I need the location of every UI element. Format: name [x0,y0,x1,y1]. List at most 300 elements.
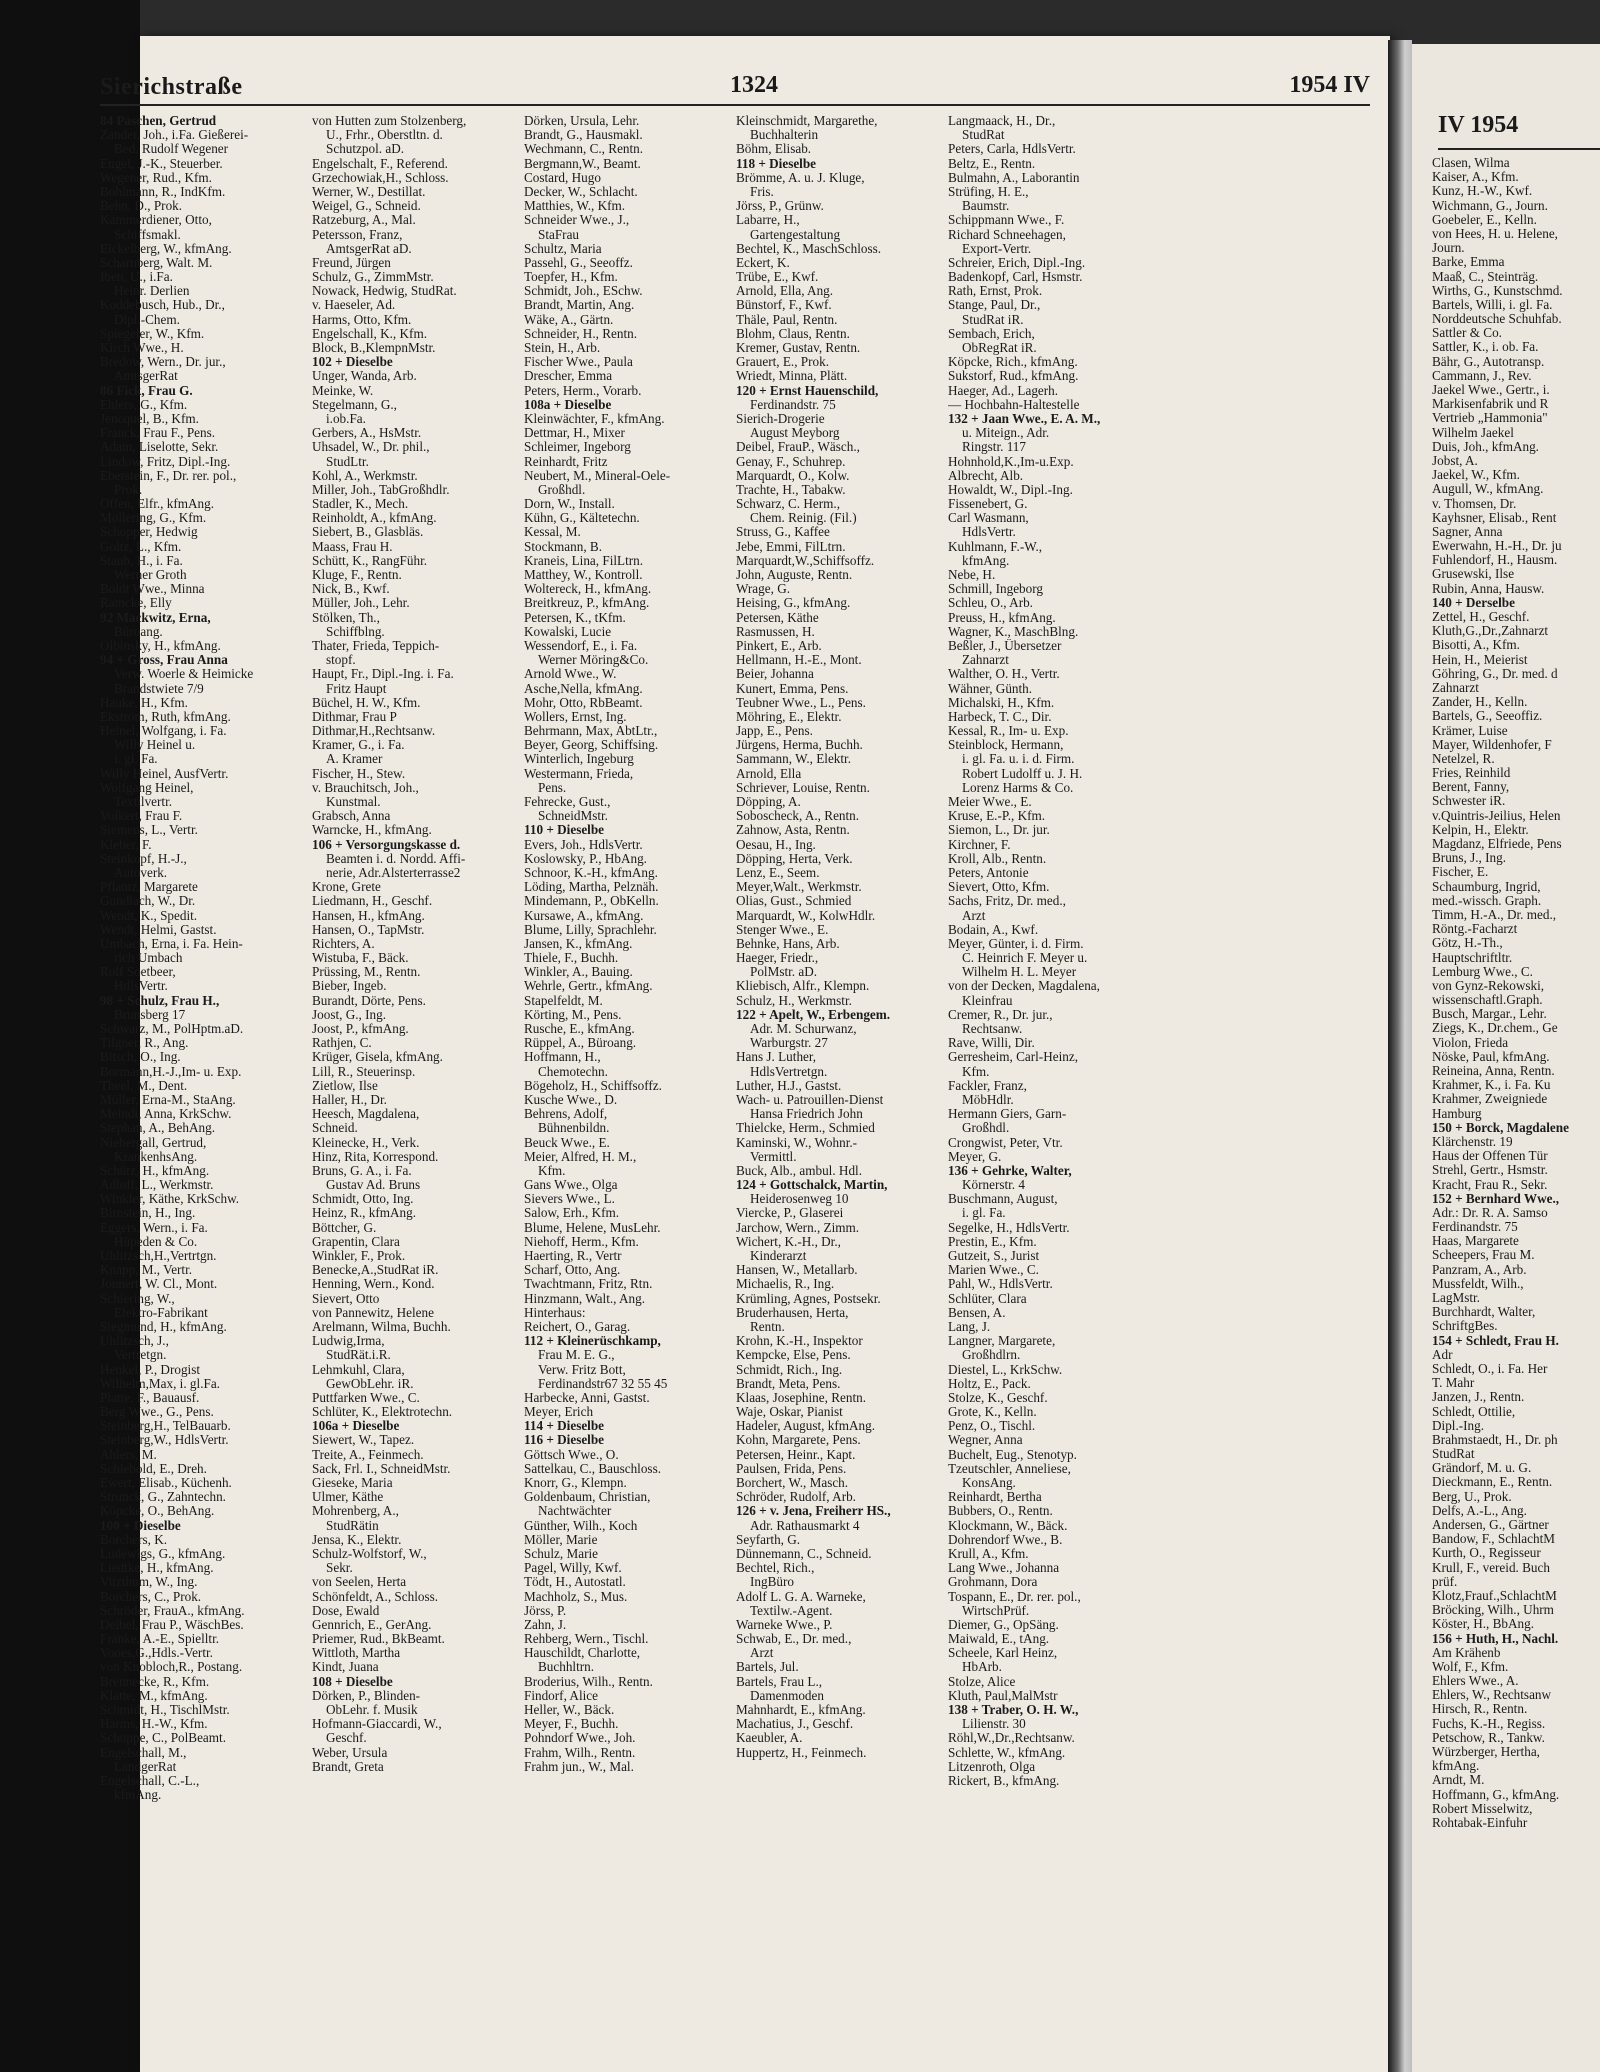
directory-entry: Haerting, R., Vertr [524,1249,622,1263]
directory-entry: Stein, H., Arb. [524,341,601,355]
directory-entry: Spiegeler, W., Kfm. [100,326,205,341]
directory-entry: Sattler & Co. [1432,326,1502,341]
directory-entry: Augull, W., kfmAng. [1432,482,1544,497]
directory-entry: Schwester iR. [1432,794,1506,809]
directory-entry: Matthey, W., Kontroll. [524,568,643,582]
directory-entry: Hoffmann, G., kfmAng. [1432,1787,1560,1802]
directory-entry: Paulsen, Frida, Pens. [736,1461,847,1476]
directory-entry: Göttsch Wwe., O. [524,1447,619,1462]
directory-entry: Meyer,Walt., Werkmstr. [736,880,862,895]
directory-entry: Arnold, Ella [736,766,802,781]
directory-entry: Dorn, W., Install. [524,497,615,512]
directory-entry: Krämer, Luise [1432,723,1508,738]
directory-entry: Nöske, Paul, kfmAng. [1432,1049,1550,1064]
directory-entry: Klärchenstr. 19 [1432,1134,1513,1149]
directory-entry: Vitzthum, W., Ing. [100,1575,198,1590]
directory-entry: Stolze, Alice [948,1674,1016,1689]
directory-entry: Brandt, Meta, Pens. [736,1376,841,1391]
directory-entry: Jörss, P. [524,1603,567,1618]
directory-entry: Arnold Wwe., W. [524,667,617,682]
directory-entry: Bähr, G., Autotransp. [1432,354,1545,369]
directory-entry: Schmidt, Rich., Ing. [736,1362,843,1377]
directory-entry: Jonnert, W. Cl., Mont. [100,1277,218,1292]
directory-entry: Schmidt, Joh., ESchw. [524,284,643,299]
directory-entry: Bubbers, O., Rentn. [948,1504,1053,1519]
directory-entry: Weigel, G., Schneid. [312,199,421,214]
directory-entry: Trübe, E., Kwf. [736,270,819,285]
directory-entry: Bögeholz, H., Schiffsoffz. [524,1078,662,1093]
directory-entry: Sembach, Erich, [948,326,1035,341]
directory-entry: Beßler, J., Übersetzer [948,638,1062,653]
directory-entry: Schlüter, Clara [948,1291,1027,1306]
directory-entry: Behn, D., Prok. [100,199,183,214]
directory-entry: von Seelen, Herta [312,1575,407,1590]
directory-entry: Löding, Martha, Pelznäh. [524,880,659,895]
directory-entry: Steinkopf, H.-J., [100,851,187,866]
directory-entry: Maaß, C., Steinträg. [1432,269,1539,284]
directory-entry: Kuhlmann, F.-W., [948,539,1043,554]
directory-entry: Langmaack, H., Dr., [948,114,1056,128]
directory-entry: Kindt, Juana [312,1660,379,1675]
directory-entry: Gartengestaltung [750,227,841,242]
directory-entry: Willy Heinel u. [114,738,196,753]
directory-entry: Rohtabak-Einfuhr [1432,1815,1528,1830]
directory-entry: Asche,Nella, kfmAng. [524,681,643,696]
directory-entry: Boldt Wwe., Minna [100,582,205,597]
directory-entry: Gerbers, A., HsMstr. [312,426,422,441]
directory-entry: Pagel, Willy, Kwf. [524,1561,622,1576]
directory-entry: IngBüro [750,1575,794,1590]
directory-entry: Stephan, A., BehAng. [100,1121,216,1136]
directory-entry: Meyer, Günter, i. d. Firm. [948,936,1084,951]
directory-entry: Arelmann, Wilma, Buchh. [312,1319,451,1334]
directory-entry: Findorf, Alice [524,1688,598,1703]
directory-entry: Buschmann, August, [948,1192,1058,1207]
directory-entry: Lindow, Fritz, Dipl.-Ing. [100,454,231,469]
directory-entry: WirtschPrüf. [962,1603,1030,1618]
directory-entry: kfmAng. [1432,1759,1480,1774]
directory-entry: Siegmund, H., kfmAng. [100,1319,227,1334]
directory-entry: wissenschaftl.Graph. [1432,993,1543,1008]
directory-entry: Adr. M. Schurwanz, [750,1022,857,1036]
column-4 [736,114,941,1760]
directory-entry: Arzt [750,1646,774,1661]
directory-entry: Bisotti, A., Kfm. [1432,638,1520,653]
directory-entry: Kleinwächter, F., kfmAng. [524,411,665,426]
directory-entry: Frahm, Wilh., Rentn. [524,1745,636,1760]
directory-entry: Burchhardt, Walter, [1432,1305,1536,1320]
directory-entry: Walther, O. H., Vertr. [948,667,1060,682]
directory-entry: Kruse, E.-P., Kfm. [948,809,1046,824]
directory-entry: 114 + Dieselbe [524,1419,605,1434]
directory-entry: Schulz, G., ZimmMstr. [312,270,434,285]
directory-entry: Dithmar,H.,Rechtsanw. [312,724,436,739]
directory-entry: Gans Wwe., Olga [524,1178,618,1193]
directory-entry: Ferdinandstr67 32 55 45 [538,1376,668,1391]
directory-entry: Holtz, E., Pack. [948,1376,1031,1391]
directory-entry: Gennrich, E., GerAng. [312,1617,432,1632]
directory-entry: KrankenhsAng. [114,1149,198,1164]
directory-entry: Bröcking, Wilh., Uhrm [1432,1603,1554,1618]
directory-entry: Knapp, M., Vertr. [100,1263,193,1278]
directory-entry: Ferdinandstr. 75 [1432,1220,1518,1235]
directory-entry: Wichmann, G., Journ. [1432,198,1548,213]
directory-entry: HdlsVertr. [962,525,1016,540]
directory-entry: Schönfeldt, A., Schloss. [312,1589,439,1604]
directory-entry: Geschf. [326,1731,367,1746]
directory-entry: Bormann,H.-J.,Im- u. Exp. [100,1064,242,1079]
directory-entry: Tilgner, R., Ang. [100,1036,189,1051]
directory-entry: Elektro-Fabrikant [114,1305,208,1320]
directory-entry: Stockmann, B. [524,539,603,554]
directory-entry: Harms, H.-W., Kfm. [100,1717,208,1732]
directory-entry: Ratzeburg, A., Mal. [312,213,416,228]
directory-entry: Olbinsky, H., kfmAng. [100,638,221,653]
directory-entry: Werner, W., Destillat. [312,184,426,199]
directory-entry: Grändorf, M. u. G. [1432,1461,1532,1476]
directory-entry: Dithmar, Frau P [312,709,397,724]
directory-entry: Wegner, Anna [948,1433,1023,1448]
directory-entry: Dünnemann, C., Schneid. [736,1546,872,1561]
directory-entry: Schiffblng. [326,624,385,639]
directory-entry: Zettel, H., Geschf. [1432,610,1530,624]
directory-entry: Krull, F., vereid. Buch [1432,1560,1550,1575]
directory-entry: Howaldt, W., Dipl.-Ing. [948,482,1073,497]
directory-entry: Hinzmann, Walt., Ang. [524,1291,646,1306]
directory-entry: ObRegRat iR. [962,341,1037,355]
directory-entry: Bruderhausen, Herta, [736,1305,849,1320]
directory-entry: Brunsberg 17 [114,1007,186,1022]
directory-entry: Steinberg,H., TelBauarb. [100,1419,231,1434]
directory-entry: Bodain, A., Kwf. [948,922,1039,937]
directory-entry: Behnke, Hans, Arb. [736,936,840,951]
directory-entry: Schulz, Marie [524,1546,598,1561]
directory-entry: Kessal, R., Im- u. Exp. [948,724,1069,739]
directory-entry: Warncke, H., kfmAng. [312,823,432,838]
directory-entry: Schiering, W., [100,1291,175,1306]
directory-entry: Genay, F., Schuhrep. [736,454,846,469]
directory-entry: Köster, H., BbAng. [1432,1617,1535,1632]
directory-entry: Bieber, Ingeb. [312,979,387,994]
directory-entry: Schneider, H., Rentn. [524,326,638,341]
directory-entry: Joost, P., kfmAng. [312,1022,409,1036]
directory-entry: Schmidt, H., TischlMstr. [100,1703,230,1717]
directory-entry: Sekr. [326,1561,353,1576]
directory-entry: Oesau, H., Ing. [736,837,816,852]
directory-entry: Schreier, Erich, Dipl.-Ing. [948,255,1086,270]
directory-entry: August Meyborg [750,426,840,441]
directory-entry: Haupt, Fr., Dipl.-Ing. i. Fa. [312,667,454,682]
directory-entry: Fischer, E. [1432,865,1489,880]
directory-entry: Michalski, H., Kfm. [948,695,1055,710]
directory-entry: Sachs, Fritz, Dr. med., [948,894,1066,909]
directory-entry: Cammann, J., Rev. [1432,368,1532,383]
directory-entry: Ewert, Elisab., Küchenh. [100,1476,232,1490]
directory-entry: Reinhardt, Fritz [524,454,608,469]
directory-entry: Ahlers, M. [100,1447,157,1462]
directory-entry: Harms, Otto, Kfm. [312,312,412,327]
directory-entry: Franck, Frau F., Pens. [100,426,216,441]
directory-entry: Behrens, Adolf, [524,1107,608,1122]
directory-entry: Marien Wwe., C. [948,1263,1039,1278]
directory-entry: Klatte, M., kfmAng. [100,1688,208,1703]
directory-entry: Bulmahn, A., Laborantin [948,170,1080,185]
directory-entry: Kfm. [962,1064,990,1079]
directory-entry: Tospann, E., Dr. rer. pol., [948,1589,1081,1604]
directory-entry: Albrecht, Alb. [948,468,1024,483]
directory-entry: Beuck Wwe., E. [524,1135,610,1150]
directory-entry: Rave, Willi, Dir. [948,1036,1035,1051]
directory-entry: Winkler, A., Bauing. [524,965,633,980]
directory-entry: Volkert, Frau F. [100,809,183,824]
directory-entry: Schledt, O., i. Fa. Her [1432,1361,1548,1376]
directory-entry: Mohrenberg, A., [312,1504,399,1519]
directory-entry: Petschow, R., Tankw. [1432,1730,1545,1745]
directory-entry: Benecke,A.,StudRat iR. [312,1263,439,1278]
directory-entry: Krümling, Agnes, Postsekr. [736,1291,881,1306]
directory-entry: Körting, M., Pens. [524,1007,622,1022]
directory-entry: Eickelberg, W., kfmAng. [100,241,232,256]
directory-entry: Adr [1432,1347,1453,1362]
directory-entry: Büroang. [114,624,163,639]
directory-entry: Warburgstr. 27 [750,1036,828,1051]
directory-entry: John, Auguste, Rentn. [736,568,853,582]
directory-entry: Rehberg, Wern., Tischl. [524,1632,649,1647]
directory-entry: Rolf Soetbeer, [100,965,176,980]
directory-entry: Litzenroth, Olga [948,1759,1036,1774]
directory-entry: Jencquel, B., Kfm. [100,411,199,426]
directory-entry: Bechtel, K., MaschSchloss. [736,241,882,256]
directory-entry: Petersson, Franz, [312,227,403,242]
directory-entry: Ekström, Ruth, kfmAng. [100,709,231,724]
directory-entry: StudRat iR. [962,312,1024,327]
directory-entry: Stegelmann, G., [312,397,397,412]
directory-entry: Am Krähenb [1432,1645,1501,1660]
directory-entry: Kremer, Gustav, Rentn. [736,341,861,355]
directory-entry: Vermittl. [750,1149,797,1164]
directory-entry: Großhdlrn. [962,1348,1021,1363]
directory-entry: Müller, Joh., Lehr. [312,596,410,611]
directory-entry: Goltz, L., Kfm. [100,539,182,554]
directory-entry: Ehlers, W., Rechtsanw [1432,1688,1552,1703]
directory-entry: Thiele, F., Buchh. [524,951,619,966]
directory-entry: Körnerstr. 4 [962,1178,1025,1193]
directory-entry: Drescher, Emma [524,369,613,384]
directory-entry: Bergmann,W., Beamt. [524,156,641,171]
directory-entry: Wollers, Ernst, Ing. [524,709,627,724]
directory-entry: Borchert, W., Masch. [736,1476,849,1490]
directory-entry: Engel, J.-K., Steuerber. [100,156,223,171]
directory-entry: Textilvertr. [114,795,173,809]
directory-entry: StudRätin [326,1518,379,1533]
directory-entry: Meyer, Erich [524,1405,594,1420]
directory-entry: Penz, O., Tischl. [948,1419,1036,1434]
directory-entry: Hamburg [1432,1106,1482,1121]
directory-entry: Gutzeit, S., Jurist [948,1249,1040,1263]
directory-entry: Verw. Fritz Bott, [538,1362,626,1377]
directory-entry: Badenkopf, Carl, Hsmstr. [948,270,1083,285]
directory-entry: i.ob.Fa. [326,411,366,426]
directory-entry: Markisenfabrik und R [1432,397,1549,412]
directory-entry: Buchhltrn. [538,1660,595,1675]
directory-entry: Adam, Liselotte, Sekr. [100,440,219,455]
directory-entry: A. Kramer [326,752,383,767]
directory-entry: Schröder, FrauA., kfmAng. [100,1603,245,1618]
directory-entry: 94 + Gross, Frau Anna [100,653,228,668]
directory-entry: U., Frhr., Oberstltn. d. [326,128,443,143]
directory-entry: Schütz, H., kfmAng. [100,1163,210,1178]
directory-entry: Kfm. [538,1163,566,1178]
directory-entry: Liedmann, H., Geschf. [312,894,433,909]
directory-entry: Rath, Ernst, Prok. [948,284,1043,299]
directory-entry: Scheepers, Frau M. [1432,1248,1535,1263]
directory-entry: Brennecke, R., Kfm. [100,1674,210,1689]
directory-entry: Bensen, A. [948,1305,1006,1320]
directory-entry: Deibel, Frau P., WäschBes. [100,1617,244,1632]
directory-entry: Hinterhaus: [524,1305,586,1320]
directory-entry: Brahmstaedt, H., Dr. ph [1432,1432,1558,1447]
directory-entry: Haas, Margarete [1432,1234,1519,1249]
directory-entry: Sammann, W., Elektr. [736,752,852,767]
directory-entry: Diemer, G., OpSäng. [948,1617,1059,1632]
directory-entry: Heesch, Magdalena, [312,1107,420,1122]
directory-entry: 84 Paschen, Gertrud [100,114,217,128]
directory-entry: Ferdinandstr. 75 [750,397,836,412]
directory-entry: Köpcke, Rich., kfmAng. [948,355,1078,370]
directory-entry: stopf. [326,653,356,668]
directory-entry: Lang, J. [948,1319,991,1334]
directory-entry: Sierich-Drogerie [736,411,825,426]
directory-entry: Zietlow, Ilse [312,1078,378,1093]
directory-entry: Fuhlendorf, H., Hausm. [1432,553,1558,568]
directory-entry: Lehmkuhl, Clara, [312,1362,405,1377]
directory-entry: Michaelis, R., Ing. [736,1277,835,1292]
directory-entry: Iben, U., i.Fa. [100,270,173,285]
directory-entry: 120 + Ernst Hauenschild, [736,383,879,398]
directory-entry: Zahn, J. [524,1617,567,1632]
directory-entry: Engelschall, C.-L., [100,1773,200,1788]
directory-entry: Buchelt, Eug., Stenotyp. [948,1447,1077,1462]
directory-entry: Dieckmann, E., Rentn. [1432,1475,1553,1490]
directory-entry: Wehrle, Gertr., kfmAng. [524,979,653,994]
directory-entry: Schneider Wwe., J., [524,213,630,228]
directory-entry: Eckert, K. [736,255,790,270]
directory-entry: Autoverk. [114,865,168,880]
directory-entry: StudRat [1432,1447,1475,1462]
directory-entry: Fischer Wwe., Paula [524,355,633,370]
directory-entry: Fackler, Franz, [948,1078,1027,1093]
directory-entry: Sievert, Otto [312,1291,380,1306]
directory-entry: Maiwald, E., tAng. [948,1632,1050,1647]
directory-entry: Kliebisch, Alfr., Klempn. [736,979,870,994]
directory-entry: Bandow, F., SchlachtM [1432,1532,1555,1547]
directory-entry: Twachtmann, Fritz, Rtn. [524,1277,653,1292]
directory-entry: Strüfing, H. E., [948,184,1029,199]
right-page-column [1432,156,1600,1830]
directory-entry: Magdanz, Elfriede, Pens [1432,837,1562,851]
directory-entry: Westermann, Frieda, [524,766,634,781]
directory-entry: Theel, M., Dent. [100,1078,188,1093]
directory-entry: Rathjen, C. [312,1036,372,1051]
directory-entry: Haus der Offenen Tür [1432,1149,1548,1164]
directory-entry: Uhlitzsch, J., [100,1334,169,1349]
directory-entry: 106a + Dieselbe [312,1419,400,1434]
directory-entry: Puttfarken Wwe., C. [312,1390,420,1405]
directory-entry: Seyfarth, G. [736,1532,801,1547]
directory-entry: Wessendorf, E., i. Fa. [524,638,638,653]
directory-entry: StudRat [962,128,1005,143]
directory-entry: Stolze, K., Geschf. [948,1390,1048,1405]
directory-entry: Weber, Ursula [312,1745,388,1760]
directory-entry: Fries, Reinhild [1432,766,1511,781]
directory-entry: 86 Fick, Frau G. [100,383,193,398]
directory-entry: Schwarz, M., PolHptm.aD. [100,1022,244,1036]
directory-entry: prüf. [1432,1574,1458,1589]
directory-entry: Beyer, Georg, Schiffsing. [524,738,659,753]
directory-entry: Kaeubler, A. [736,1731,803,1746]
directory-entry: Hansen, H., kfmAng. [312,908,425,923]
book-spine [1388,40,1412,2072]
directory-entry: LagMstr. [1432,1291,1480,1305]
directory-entry: Hadeler, August, kfmAng. [736,1419,876,1434]
directory-entry: Schütt, K., RangFühr. [312,553,428,568]
directory-entry: Zander, H., Kelln. [1432,695,1528,710]
directory-entry: Andersen, G., Gärtner [1432,1518,1549,1532]
directory-entry: Stölken, Th., [312,610,380,625]
directory-entry: Henkel, P., Drogist [100,1362,200,1377]
directory-entry: Birnstein, H., Ing. [100,1206,196,1221]
directory-entry: C. Heinrich F. Meyer u. [962,951,1088,966]
directory-entry: Platte, F., Bauausf. [100,1390,200,1405]
directory-entry: Jensa, K., Elektr. [312,1532,402,1547]
directory-entry: Wrage, G. [736,582,791,597]
directory-entry: Ehlers Wwe., A. [1432,1674,1519,1689]
directory-entry: 138 + Traber, O. H. W., [948,1703,1079,1717]
directory-entry: Brandt, Greta [312,1759,384,1774]
directory-entry: Kayhsner, Elisab., Rent [1432,510,1557,525]
directory-entry: Sievert, Otto, Kfm. [948,880,1050,895]
directory-entry: Schutzpol. aD. [326,142,405,157]
directory-entry: Adr. Rathausmarkt 4 [750,1518,860,1533]
directory-entry: Hansa Friedrich John [750,1107,863,1122]
directory-entry: Export-Vertr. [962,241,1032,256]
directory-entry: Kramer, G., i. Fa. [312,738,405,753]
directory-entry: Engelschall, K., Kfm. [312,326,427,341]
directory-entry: Busch, Margar., Lehr. [1432,1007,1547,1022]
directory-entry: Pohndorf Wwe., Joh. [524,1731,636,1746]
directory-entry: Nachtwächter [538,1504,612,1519]
directory-entry: 122 + Apelt, W., Erbengem. [736,1007,891,1022]
directory-entry: 150 + Borck, Magdalene [1432,1120,1569,1135]
directory-entry: Rasmussen, H. [736,624,815,639]
directory-entry: HdlsVertretgn. [750,1064,828,1079]
page-header [100,64,1370,106]
directory-entry: Schuppe, C., PolBeamt. [100,1731,227,1746]
directory-entry: Hermann Giers, Garn- [948,1107,1067,1122]
directory-entry: Bruns, G. A., i. Fa. [312,1163,412,1178]
directory-entry: Bechtel, Rich., [736,1561,815,1576]
directory-entry: Kirch Wwe., H. [100,341,184,355]
directory-entry: Marquardt, O., Kolw. [736,468,850,483]
directory-entry: Stenger Wwe., E. [736,922,829,937]
directory-entry: Zahnow, Asta, Rentn. [736,823,850,838]
directory-entry: Klockmann, W., Bäck. [948,1518,1068,1533]
directory-entry: Cremer, R., Dr. jur., [948,1007,1053,1022]
directory-entry: Schaumburg, Ingrid, [1432,879,1541,894]
directory-entry: Fissenebert, G. [948,497,1028,512]
directory-entry: Bredow, Wern., Dr. jur., [100,355,226,370]
directory-entry: Schleimer, Ingeborg [524,440,631,455]
